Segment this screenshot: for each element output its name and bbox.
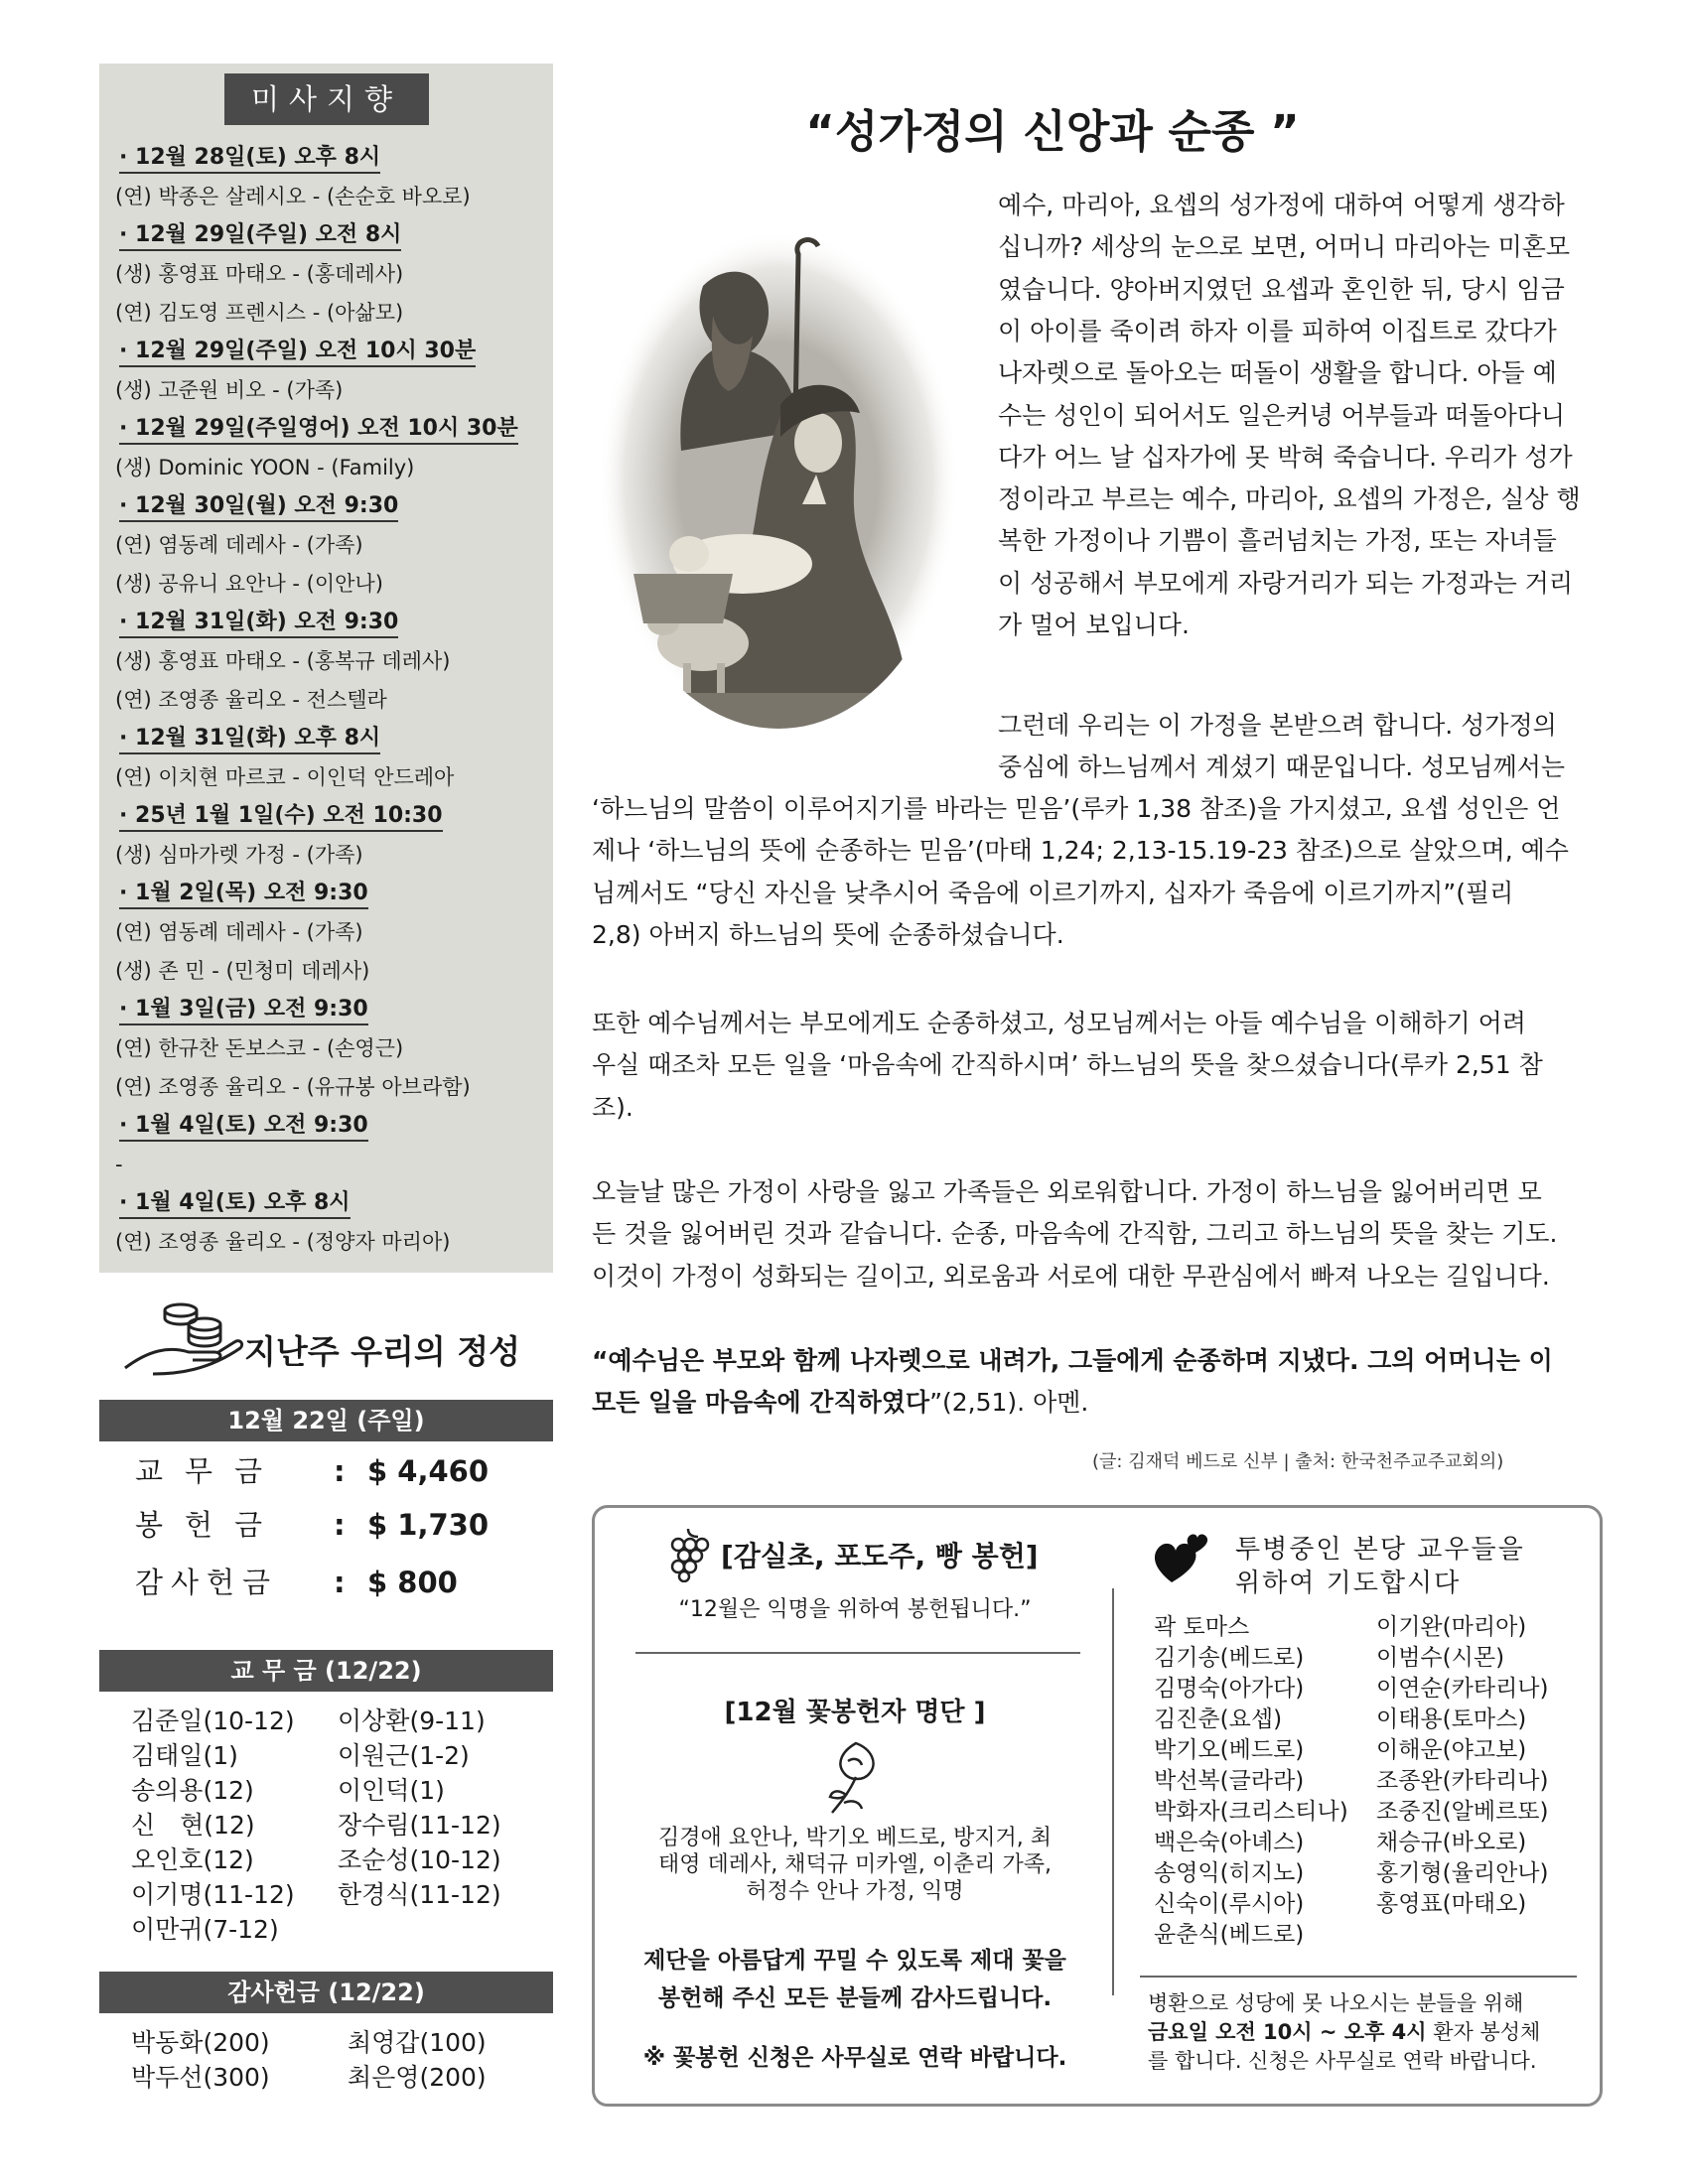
quote-line — [592, 1382, 1088, 1424]
mass-date-text: · 12월 29일(주일영어) 오전 10시 30분 — [119, 416, 518, 445]
amount-value: $ 1,730 — [367, 1508, 490, 1542]
prayer-name: 이해운(야고보) — [1376, 1737, 1527, 1763]
visit-communion-notice — [1148, 1989, 1540, 2076]
thanks-name: 박두선(300) — [131, 2063, 270, 2092]
mass-intention: (생) 심마가렛 가정 - (가족) — [115, 843, 363, 867]
prayer-names-right — [1376, 1612, 1548, 1920]
mass-date — [115, 875, 542, 913]
mass-date-text: · 12월 31일(화) 오후 8시 — [119, 726, 380, 754]
quote-bold-text: 모든 일을 마음속에 간직하였다 — [592, 1388, 930, 1417]
rose-icon — [826, 1739, 886, 1817]
reflection-title: “성가정의 신앙과 순종 ” — [805, 105, 1300, 158]
amount-colon: : — [334, 1508, 346, 1542]
paragraph-line: ‘하느님의 말씀이 이루어지기를 바라는 믿음’(루카 1,38 참조)을 가지셨고, 요셉 성인은 언 — [592, 794, 1561, 823]
kyomu-name: 이인덕(1) — [338, 1776, 445, 1805]
mass-intention: (생) Dominic YOON - (Family) — [115, 456, 415, 479]
paragraph-line: 십니까? 세상의 눈으로 보면, 어머니 마리아는 미혼모 — [998, 232, 1571, 262]
hearts-icon — [1152, 1529, 1211, 1588]
mass-date — [115, 991, 542, 1029]
prayer-name: 홍기형(율리안나) — [1376, 1860, 1549, 1886]
paragraph-line: 정이라고 부르는 예수, 마리아, 요셉의 가정은, 실상 행 — [998, 484, 1581, 514]
prayer-name: 이기완(마리아) — [1376, 1614, 1527, 1640]
kyomu-names-right — [338, 1704, 501, 1912]
visit-text: 환자 봉성체 — [1426, 2020, 1541, 2044]
mass-intentions-title: 미사지향 — [224, 73, 429, 125]
prayer-name: 곽 토마스 — [1154, 1614, 1250, 1640]
kyomu-name: 조순성(10-12) — [338, 1845, 501, 1874]
paragraph-line: 제나 ‘하느님의 뜻에 순종하는 믿음’(마태 1,24; 2,13-15.19-23 참조)으로 살았으며, 예수 — [592, 836, 1569, 866]
visit-line: 를 합니다. 신청은 사무실로 연락 바랍니다. — [1148, 2049, 1537, 2073]
mass-intention: (연) 이치현 마르코 - 이인덕 안드레아 — [115, 765, 455, 789]
mass-date — [115, 1184, 542, 1223]
mass-date-text: · 1월 4일(토) 오전 9:30 — [119, 1113, 368, 1142]
paragraph-line: 그런데 우리는 이 가정을 본받으려 합니다. 성가정의 — [998, 711, 1557, 740]
mass-date-text: · 12월 31일(화) 오전 9:30 — [119, 610, 398, 638]
quote-rest-text: ”(2,51). 아멘. — [929, 1388, 1089, 1417]
amount-colon: : — [334, 1454, 346, 1488]
mass-intentions-list — [115, 139, 542, 1262]
kyomu-name: 장수림(11-12) — [338, 1811, 501, 1840]
amount-label: 봉헌금 — [135, 1508, 285, 1542]
visit-time: 금요일 오전 10시 ~ 오후 4시 — [1148, 2020, 1427, 2044]
paragraph-line: 이것이 가정이 성화되는 길이고, 외로움과 서로에 대한 무관심에서 빠져 나오는 길입니다. — [592, 1261, 1550, 1291]
prayer-name: 박화자(크리스티나) — [1154, 1799, 1348, 1825]
paragraph-line: 수는 성인이 되어서도 일은커녕 어부들과 떠돌아다니 — [998, 400, 1566, 430]
kyomu-name: 이원근(1-2) — [338, 1741, 470, 1770]
source-credit: (글: 김재덕 베드로 신부 | 출처: 한국천주교주교회의) — [1092, 1451, 1504, 1472]
amount-label: 감사헌금 — [135, 1566, 279, 1599]
offering-date-bar: 12월 22일 (주일) — [99, 1400, 553, 1441]
kyomu-name: 김준일(10-12) — [131, 1706, 295, 1735]
paragraph-line: 이 성공해서 부모에게 자랑거리가 되는 가정과는 거리 — [998, 568, 1573, 598]
paragraph-line: 오늘날 많은 가정이 사랑을 잃고 가족들은 외로워합니다. 가정이 하느님을 잃어버리면 모 — [592, 1177, 1542, 1206]
mass-date — [115, 410, 542, 449]
visit-line: 병환으로 성당에 못 나오시는 분들을 위해 — [1148, 1991, 1524, 2015]
mass-intention: (연) 김도영 프렌시스 - (아삶모) — [115, 301, 404, 325]
mass-date — [115, 216, 542, 255]
prayer-name: 박기오(베드로) — [1154, 1737, 1305, 1763]
prayer-name: 김진춘(요셉) — [1154, 1706, 1283, 1732]
quote-line: “예수님은 부모와 함께 나자렛으로 내려가, 그들에게 순종하며 지냈다. 그의 어머니는 이 — [592, 1346, 1553, 1375]
flower-offering-title: [12월 꽃봉헌자 명단 ] — [724, 1698, 986, 1727]
flower-name-line: 태영 데레사, 채덕규 미카엘, 이춘리 가족, — [658, 1852, 1052, 1877]
mass-date — [115, 333, 542, 371]
prayer-name: 백은숙(아녜스) — [1154, 1830, 1305, 1855]
thanks-line: 봉헌해 주신 모든 분들께 감사드립니다. — [657, 1985, 1053, 2011]
paragraph-line: 복한 가정이나 기쁨이 흘러넘치는 가정, 또는 자녀들 — [998, 526, 1557, 556]
mass-intention: (생) 공유니 요안나 - (이안나) — [115, 572, 383, 596]
mass-intention: (생) 존 민 - (민청미 데레사) — [115, 959, 370, 983]
mass-intention: (연) 염동례 데레사 - (가족) — [115, 920, 363, 944]
kyomu-bar: 교 무 금 (12/22) — [99, 1650, 553, 1692]
flower-name-line: 김경애 요안나, 박기오 베드로, 방지거, 최 — [658, 1826, 1052, 1850]
prayer-name: 윤춘식(베드로) — [1154, 1922, 1305, 1948]
mass-date — [115, 487, 542, 526]
thanks-name: 박동화(200) — [131, 2028, 270, 2057]
prayer-name: 홍영표(마태오) — [1376, 1891, 1527, 1917]
prayer-name: 김기송(베드로) — [1154, 1645, 1305, 1671]
mass-intention: (연) 조영종 율리오 - (유규봉 아브라함) — [115, 1075, 471, 1099]
paragraph-line: 조). — [592, 1092, 633, 1122]
gam-offering-title: [감실초, 포도주, 빵 봉헌] — [721, 1540, 1039, 1572]
prayer-names-left — [1154, 1612, 1348, 1951]
mass-intention: (연) 박종은 살레시오 - (손순호 바오로) — [115, 185, 471, 208]
paragraph-line: 이 아이를 죽이려 하자 이를 피하여 이집트로 갔다가 — [998, 316, 1557, 345]
mass-date-text: · 12월 29일(주일) 오전 10시 30분 — [119, 339, 476, 367]
prayer-name: 신숙이(루시아) — [1154, 1891, 1305, 1917]
thanks-names-left — [131, 2025, 270, 2095]
coins-hand-icon — [119, 1291, 248, 1380]
amount-value: $ 800 — [367, 1566, 458, 1599]
mass-date-text: · 12월 29일(주일) 오전 8시 — [119, 222, 401, 251]
holy-family-illustration — [594, 226, 963, 735]
prayer-title-line: 위하여 기도합시다 — [1235, 1569, 1462, 1598]
mass-date — [115, 720, 542, 758]
amount-row-kyomu — [135, 1449, 489, 1499]
mass-date — [115, 797, 542, 836]
prayer-name: 조중진(알베르또) — [1376, 1799, 1549, 1825]
paragraph-line: 든 것을 잃어버린 것과 같습니다. 순종, 마음속에 간직함, 그리고 하느님의 뜻을 찾는 기도. — [592, 1219, 1558, 1249]
prayer-name: 이태용(토마스) — [1376, 1706, 1527, 1732]
thanks-name: 최영갑(100) — [348, 2028, 487, 2057]
paragraph-line: 였습니다. 양아버지였던 요셉과 혼인한 뒤, 당시 임금 — [998, 274, 1565, 304]
thanks-offering-bar: 감사헌금 (12/22) — [99, 1972, 553, 2013]
thanks-line: 제단을 아름답게 꾸밀 수 있도록 제대 꽃을 — [643, 1948, 1066, 1974]
kyomu-name: 김태일(1) — [131, 1741, 238, 1770]
kyomu-name: 오인호(12) — [131, 1845, 254, 1874]
paragraph-line: 가 멀어 보입니다. — [998, 611, 1190, 639]
mass-intention: (연) 조영종 율리오 - 전스텔라 — [115, 688, 387, 712]
mass-intention: - — [115, 1153, 123, 1176]
paragraph-line: 우실 때조차 모든 일을 ‘마음속에 간직하시며’ 하느님의 뜻을 찾으셨습니다(루카 2,51 참 — [592, 1050, 1543, 1080]
paragraph-line: 중심에 하느님께서 계셨기 때문입니다. 성모님께서는 — [998, 752, 1566, 781]
kyomu-name: 한경식(11-12) — [338, 1880, 501, 1909]
mass-date-text: · 1월 3일(금) 오전 9:30 — [119, 997, 368, 1025]
divider — [1140, 1976, 1577, 1978]
paragraph-line: 예수, 마리아, 요셉의 성가정에 대하여 어떻게 생각하 — [998, 191, 1565, 219]
mass-date — [115, 1107, 542, 1146]
mass-date-text: · 1월 2일(목) 오전 9:30 — [119, 881, 368, 909]
amount-label: 교무금 — [135, 1454, 285, 1488]
amount-colon: : — [334, 1566, 346, 1599]
mass-date-text: · 25년 1월 1일(수) 오전 10:30 — [119, 803, 443, 832]
flower-thanks-message — [626, 1942, 1084, 2017]
kyomu-name: 이기명(11-12) — [131, 1880, 295, 1909]
grapes-icon — [663, 1527, 713, 1582]
paragraph-line: 님께서도 “당신 자신을 낮추시어 죽음에 이르기까지, 십자가 죽음에 이르기까지”(필리 — [592, 878, 1514, 907]
mass-intention: (생) 홍영표 마태오 - (홍데레사) — [115, 262, 404, 286]
prayer-title-line: 투병중인 본당 교우들을 — [1235, 1535, 1525, 1565]
prayer-request-title — [1235, 1533, 1525, 1600]
thanks-name: 최은영(200) — [348, 2063, 487, 2092]
kyomu-name: 이만귀(7-12) — [131, 1915, 279, 1944]
mass-intentions-panel — [99, 64, 553, 1273]
divider — [635, 1652, 1080, 1654]
amount-value: $ 4,460 — [367, 1454, 490, 1488]
flower-offering-names — [626, 1825, 1084, 1905]
mass-intention: (연) 한규찬 돈보스코 - (손영근) — [115, 1036, 404, 1060]
paragraph-line: 다가 어느 날 십자가에 못 박혀 죽습니다. 우리가 성가 — [998, 442, 1573, 472]
paragraph-line: 2,8) 아버지 하느님의 뜻에 순종하셨습니다. — [592, 919, 1064, 949]
mass-date-text: · 12월 28일(토) 오후 8시 — [119, 145, 380, 174]
mass-intention: (생) 고준원 비오 - (가족) — [115, 378, 344, 402]
prayer-name: 송영익(히지노) — [1154, 1860, 1305, 1886]
prayer-name: 채승규(바오로) — [1376, 1830, 1527, 1855]
thanks-names-right — [348, 2025, 487, 2095]
paragraph-line: 나자렛으로 돌아오는 떠돌이 생활을 합니다. 아들 예 — [998, 358, 1557, 388]
mass-date-text: · 12월 30일(월) 오전 9:30 — [119, 493, 398, 522]
mass-date-text: · 1월 4일(토) 오후 8시 — [119, 1190, 351, 1219]
mass-intention: (연) 조영종 율리오 - (정양자 마리아) — [115, 1230, 451, 1254]
offering-title: 지난주 우리의 정성 — [244, 1332, 521, 1371]
divider-vertical — [1112, 1588, 1114, 1995]
kyomu-name: 신 현(12) — [131, 1811, 255, 1840]
kyomu-names-left — [131, 1704, 295, 1947]
flower-name-line: 허정수 안나 가정, 익명 — [746, 1879, 964, 1904]
prayer-name: 조종완(카타리나) — [1376, 1768, 1549, 1794]
gam-offering-note: “12월은 익명을 위하여 봉헌됩니다.” — [678, 1597, 1032, 1622]
kyomu-name: 송의용(12) — [131, 1776, 254, 1805]
mass-date — [115, 604, 542, 642]
paragraph-line: 또한 예수님께서는 부모에게도 순종하셨고, 성모님께서는 아들 예수님을 이해하기 어려 — [592, 1009, 1526, 1037]
mass-intention: (생) 홍영표 마태오 - (홍복규 데레사) — [115, 649, 451, 673]
visit-line — [1148, 2018, 1540, 2047]
amount-row-bonghun — [135, 1503, 489, 1553]
kyomu-name: 이상환(9-11) — [338, 1706, 486, 1735]
amount-row-thanks — [135, 1561, 458, 1610]
flower-apply-note: ※ 꽃봉헌 신청은 사무실로 연락 바랍니다. — [642, 2045, 1067, 2071]
prayer-name: 박선복(글라라) — [1154, 1768, 1305, 1794]
mass-date — [115, 139, 542, 178]
mass-intention: (연) 염동례 데레사 - (가족) — [115, 533, 363, 557]
prayer-name: 이범수(시몬) — [1376, 1645, 1505, 1671]
prayer-name: 이연순(카타리나) — [1376, 1676, 1549, 1702]
prayer-name: 김명숙(아가다) — [1154, 1676, 1305, 1702]
